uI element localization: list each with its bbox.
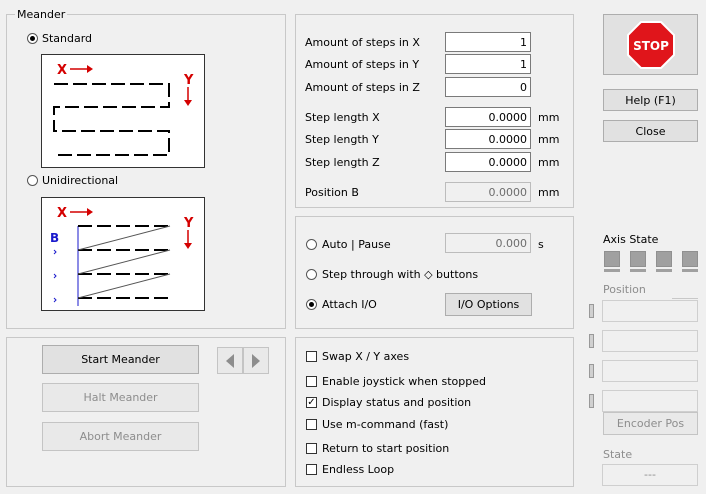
chevron-left-icon bbox=[226, 354, 234, 368]
start-meander-button[interactable]: Start Meander bbox=[42, 345, 199, 374]
auto-pause-radio[interactable] bbox=[306, 239, 317, 250]
meander-group bbox=[6, 8, 286, 329]
position-b-unit: mm bbox=[538, 186, 560, 199]
position-field-2 bbox=[602, 330, 698, 352]
position-field-1 bbox=[602, 300, 698, 322]
attach-io-label[interactable]: Attach I/O bbox=[322, 298, 377, 311]
endless-loop-checkbox[interactable] bbox=[306, 464, 317, 475]
position-marker-3 bbox=[589, 364, 594, 378]
step-length-z-label: Step length Z bbox=[305, 156, 380, 169]
joystick-label[interactable]: Enable joystick when stopped bbox=[322, 375, 486, 388]
step-length-y-label: Step length Y bbox=[305, 133, 379, 146]
auto-pause-label[interactable]: Auto | Pause bbox=[322, 238, 391, 251]
step-through-radio[interactable] bbox=[306, 269, 317, 280]
check-mark-icon: ✓ bbox=[307, 397, 316, 408]
unidirectional-label[interactable]: Unidirectional bbox=[42, 174, 119, 187]
steps-group bbox=[295, 14, 574, 208]
unidirectional-diagram bbox=[41, 197, 205, 311]
steps-z-label: Amount of steps in Z bbox=[305, 81, 420, 94]
position-marker-1 bbox=[589, 304, 594, 318]
steps-y-label: Amount of steps in Y bbox=[305, 58, 420, 71]
standard-diagram-x-label: X bbox=[57, 63, 68, 78]
position-b-input: 0.0000 bbox=[445, 182, 531, 202]
axis-state-base-1 bbox=[604, 269, 620, 272]
step-length-z-input[interactable]: 0.0000 bbox=[445, 152, 531, 172]
axis-state-base-2 bbox=[630, 269, 646, 272]
axis-state-base-3 bbox=[656, 269, 672, 272]
position-label: Position bbox=[603, 283, 646, 296]
step-next-button bbox=[243, 347, 269, 374]
axis-state-led-3 bbox=[656, 251, 672, 267]
uni-diagram-y-label: Y bbox=[184, 216, 194, 231]
stop-sign-label: STOP bbox=[632, 38, 669, 53]
endless-loop-label[interactable]: Endless Loop bbox=[322, 463, 395, 476]
position-field-3 bbox=[602, 360, 698, 382]
encoder-pos-button: Encoder Pos bbox=[603, 412, 698, 435]
steps-x-input[interactable]: 1 bbox=[445, 32, 531, 52]
options-group bbox=[295, 337, 574, 487]
m-command-checkbox[interactable] bbox=[306, 419, 317, 430]
return-start-label[interactable]: Return to start position bbox=[322, 442, 450, 455]
position-marker-2 bbox=[589, 334, 594, 348]
abort-meander-button: Abort Meander bbox=[42, 422, 199, 451]
standard-label[interactable]: Standard bbox=[42, 32, 93, 45]
step-length-x-label: Step length X bbox=[305, 111, 380, 124]
step-length-x-unit: mm bbox=[538, 111, 560, 124]
stop-sign-icon bbox=[627, 21, 675, 69]
axis-state-led-4 bbox=[682, 251, 698, 267]
step-length-y-input[interactable]: 0.0000 bbox=[445, 129, 531, 149]
chevron-right-icon bbox=[252, 354, 260, 368]
step-length-y-unit: mm bbox=[538, 133, 560, 146]
state-field bbox=[602, 464, 698, 486]
standard-diagram bbox=[41, 54, 205, 168]
step-length-z-unit: mm bbox=[538, 156, 560, 169]
unidirectional-radio[interactable] bbox=[27, 175, 38, 186]
return-start-checkbox[interactable] bbox=[306, 443, 317, 454]
step-prev-button bbox=[217, 347, 243, 374]
axis-state-led-2 bbox=[630, 251, 646, 267]
state-value: --- bbox=[644, 468, 656, 481]
position-field-4 bbox=[602, 390, 698, 412]
standard-diagram-y-label: Y bbox=[184, 73, 194, 88]
auto-pause-input: 0.000 bbox=[445, 233, 531, 253]
stop-button[interactable] bbox=[603, 14, 698, 75]
uni-diagram-x-label: X bbox=[57, 206, 68, 221]
standard-radio[interactable] bbox=[27, 33, 38, 44]
position-b-label: Position B bbox=[305, 186, 359, 199]
close-button[interactable]: Close bbox=[603, 120, 698, 142]
swap-axes-label[interactable]: Swap X / Y axes bbox=[322, 350, 410, 363]
steps-x-label: Amount of steps in X bbox=[305, 36, 420, 49]
meander-group-title: Meander bbox=[17, 8, 66, 21]
halt-meander-button: Halt Meander bbox=[42, 383, 199, 412]
steps-z-input[interactable]: 0 bbox=[445, 77, 531, 97]
io-options-button[interactable]: I/O Options bbox=[445, 293, 532, 316]
step-length-x-input[interactable]: 0.0000 bbox=[445, 107, 531, 127]
state-label: State bbox=[603, 448, 633, 461]
steps-y-input[interactable]: 1 bbox=[445, 54, 531, 74]
display-status-label[interactable]: Display status and position bbox=[322, 396, 472, 409]
position-divider bbox=[672, 298, 698, 299]
position-marker-4 bbox=[589, 394, 594, 408]
axis-state-base-4 bbox=[682, 269, 698, 272]
joystick-checkbox[interactable] bbox=[306, 376, 317, 387]
display-status-checkbox[interactable] bbox=[306, 397, 317, 408]
uni-diagram-b-label: B bbox=[50, 231, 60, 245]
attach-io-radio[interactable] bbox=[306, 299, 317, 310]
help-button[interactable]: Help (F1) bbox=[603, 89, 698, 111]
swap-axes-checkbox[interactable] bbox=[306, 351, 317, 362]
axis-state-led-1 bbox=[604, 251, 620, 267]
step-through-label[interactable]: Step through with ◇ buttons bbox=[322, 268, 479, 281]
mode-group bbox=[295, 216, 574, 329]
auto-pause-unit: s bbox=[538, 238, 544, 251]
m-command-label[interactable]: Use m-command (fast) bbox=[322, 418, 449, 431]
controls-group bbox=[6, 337, 286, 487]
axis-state-label: Axis State bbox=[603, 233, 659, 246]
